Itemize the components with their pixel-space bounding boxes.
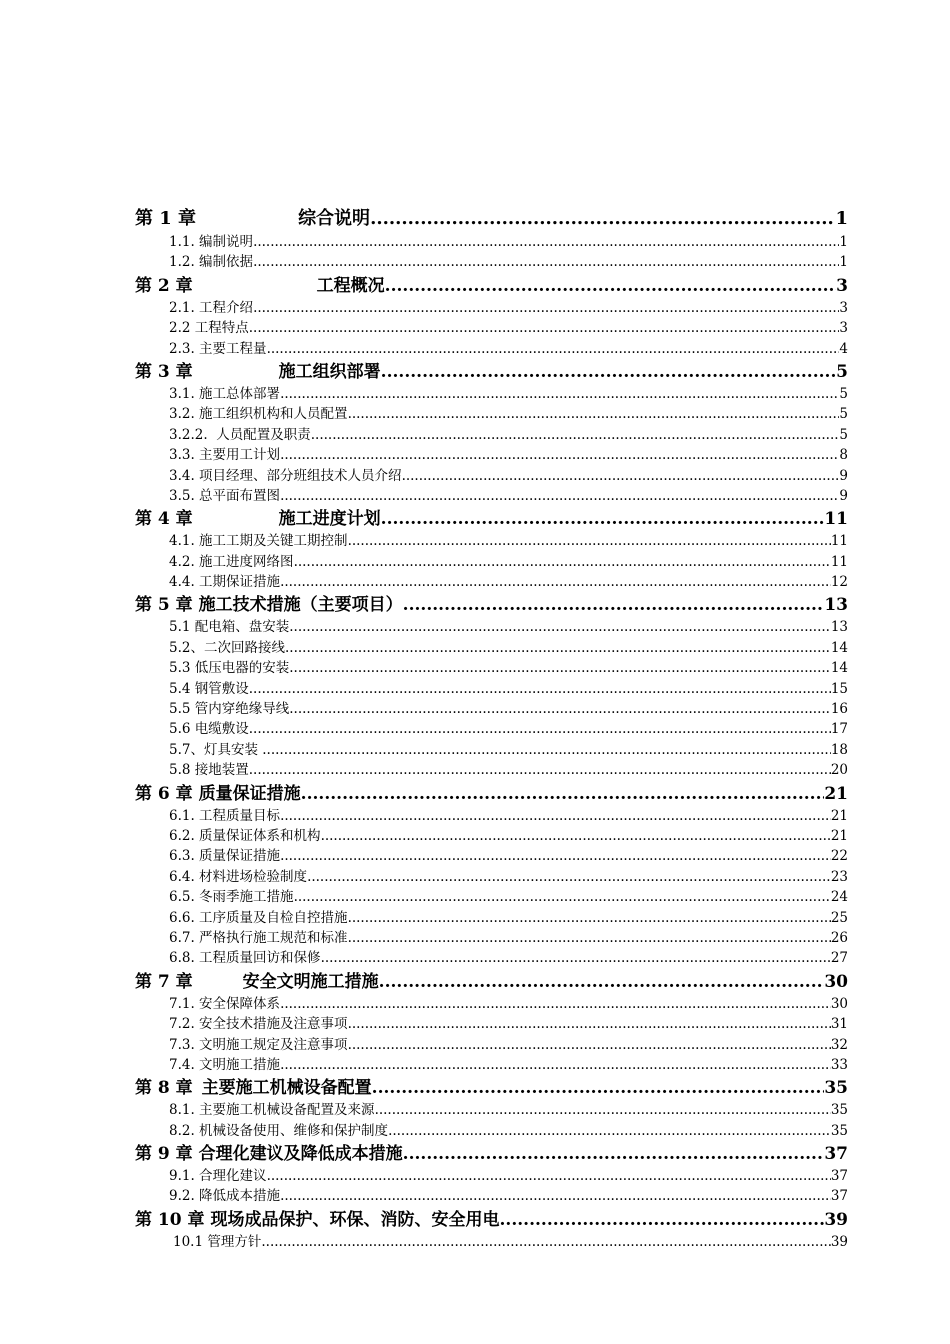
section-title: 2.3. 主要工程量 xyxy=(169,340,267,357)
section-title: 6.1. 工程质量目标 xyxy=(169,807,281,824)
dot-leader xyxy=(321,828,831,844)
chapter-title: 主要施工机械设备配置 xyxy=(201,1078,372,1099)
toc-section-entry[interactable] xyxy=(135,636,848,656)
dot-leader xyxy=(261,1234,830,1250)
toc-section-entry[interactable] xyxy=(135,337,848,357)
page-number: 22 xyxy=(830,848,848,865)
page-number: 37 xyxy=(830,1188,848,1205)
page-number: 13 xyxy=(824,595,848,616)
toc-section-entry[interactable] xyxy=(135,402,848,422)
toc-section-entry[interactable] xyxy=(135,1119,848,1139)
section-title: 3.3. 主要用工计划 xyxy=(169,447,281,464)
toc-chapter-entry[interactable] xyxy=(135,1205,848,1230)
toc-section-entry[interactable] xyxy=(135,1053,848,1073)
dot-leader xyxy=(280,808,831,824)
section-title: 4.2. 施工进度网络图 xyxy=(169,553,294,570)
dot-leader xyxy=(249,320,840,336)
page-number: 21 xyxy=(824,783,848,804)
chapter-number: 第 1 章 xyxy=(135,208,197,229)
dot-leader xyxy=(280,386,839,402)
section-title: 2.2 工程特点 xyxy=(169,320,249,337)
page-number: 37 xyxy=(830,1168,848,1185)
page-number: 1 xyxy=(839,234,848,250)
dot-leader xyxy=(249,762,831,778)
section-title: 4.1. 施工工期及关键工期控制 xyxy=(169,533,348,550)
dot-leader xyxy=(267,341,840,357)
page-number: 3 xyxy=(836,275,848,296)
dot-leader xyxy=(381,509,825,529)
page-number: 5 xyxy=(839,406,848,423)
section-title: 8.1. 主要施工机械设备配置及来源 xyxy=(169,1102,375,1119)
toc-section-entry[interactable] xyxy=(135,697,848,717)
chapter-number: 第 2 章 xyxy=(135,275,193,296)
toc-section-entry[interactable] xyxy=(135,484,848,504)
section-title: 1.1. 编制说明 xyxy=(169,234,254,250)
dot-leader xyxy=(403,1144,825,1164)
page-number: 35 xyxy=(830,1102,848,1119)
section-title: 9.2. 降低成本措施 xyxy=(169,1188,281,1205)
page-number: 11 xyxy=(830,533,848,550)
dot-leader xyxy=(348,406,840,422)
chapter-number: 第 10 章 xyxy=(135,1209,205,1230)
page-number: 30 xyxy=(824,971,848,992)
page-number: 11 xyxy=(824,509,848,530)
toc-section-entry[interactable] xyxy=(135,906,848,926)
section-title: 9.1. 合理化建议 xyxy=(169,1168,267,1185)
page-number: 39 xyxy=(830,1233,848,1250)
section-title: 6.2. 质量保证体系和机构 xyxy=(169,827,321,844)
toc-section-entry[interactable] xyxy=(135,1098,848,1118)
dot-leader xyxy=(253,300,839,316)
chapter-title: 综合说明 xyxy=(298,208,371,229)
section-title: 8.2. 机械设备使用、维修和保护制度 xyxy=(169,1122,389,1139)
dot-leader xyxy=(289,660,831,676)
dot-leader xyxy=(385,276,836,296)
chapter-number: 第 5 章 xyxy=(135,595,193,616)
toc-section-entry[interactable] xyxy=(135,738,848,758)
section-title: 2.1. 工程介绍 xyxy=(169,299,254,316)
toc-section-entry[interactable] xyxy=(135,824,848,844)
section-title: 3.2.2. 人员配置及职责 xyxy=(169,426,311,443)
page-number: 33 xyxy=(830,1056,848,1073)
chapter-number: 第 7 章 xyxy=(135,971,193,992)
section-title: 6.5. 冬雨季施工措施 xyxy=(169,889,294,906)
dot-leader xyxy=(307,869,831,885)
chapter-title: 工程概况 xyxy=(316,275,385,296)
page-number: 21 xyxy=(830,807,848,824)
toc-section-entry[interactable] xyxy=(135,656,848,676)
page-number: 12 xyxy=(830,574,848,591)
dot-leader xyxy=(500,1210,825,1230)
page-number: 1 xyxy=(835,208,848,229)
page-number: 11 xyxy=(830,553,848,570)
section-title: 5.1 配电箱、盘安装 xyxy=(169,619,290,636)
chapter-number: 第 6 章 xyxy=(135,783,193,804)
section-title: 7.1. 安全保障体系 xyxy=(169,995,281,1012)
section-title: 7.2. 安全技术措施及注意事项 xyxy=(169,1016,348,1033)
page-number: 3 xyxy=(839,320,848,337)
dot-leader xyxy=(321,950,831,966)
dot-leader xyxy=(294,889,831,905)
dot-leader xyxy=(403,595,825,615)
toc-section-entry[interactable] xyxy=(135,1184,848,1204)
toc-section-entry[interactable] xyxy=(135,1230,848,1250)
toc-chapter-entry[interactable] xyxy=(135,967,848,992)
page-number: 35 xyxy=(830,1122,848,1139)
page-number: 30 xyxy=(830,995,848,1012)
page-number: 31 xyxy=(830,1016,848,1033)
toc-section-entry[interactable] xyxy=(135,550,848,570)
dot-leader xyxy=(348,1037,831,1053)
page-number: 18 xyxy=(830,741,848,758)
section-title: 4.4. 工期保证措施 xyxy=(169,574,281,591)
section-title: 5.4 钢管敷设 xyxy=(169,680,249,697)
toc-chapter-entry[interactable] xyxy=(135,1073,848,1098)
dot-leader xyxy=(375,1102,831,1118)
toc-section-entry[interactable] xyxy=(135,885,848,905)
dot-leader xyxy=(311,427,840,443)
dot-leader xyxy=(301,784,825,804)
toc-section-entry[interactable] xyxy=(135,758,848,778)
toc-chapter-entry[interactable] xyxy=(135,504,848,529)
chapter-number: 第 4 章 xyxy=(135,509,193,530)
dot-leader xyxy=(280,488,839,504)
toc-section-entry[interactable] xyxy=(135,443,848,463)
toc-section-entry[interactable] xyxy=(135,1164,848,1184)
page-number: 25 xyxy=(830,909,848,926)
section-title: 6.8. 工程质量回访和保修 xyxy=(169,950,321,967)
chapter-number: 第 3 章 xyxy=(135,361,193,382)
toc-chapter-entry[interactable] xyxy=(135,779,848,804)
dot-leader xyxy=(280,996,831,1012)
toc-section-entry[interactable] xyxy=(135,1012,848,1032)
dot-leader xyxy=(348,930,831,946)
page-number: 1 xyxy=(839,254,848,271)
table-of-contents xyxy=(135,204,848,1250)
section-title: 6.3. 质量保证措施 xyxy=(169,848,281,865)
page-number: 14 xyxy=(830,639,848,656)
dot-leader xyxy=(402,468,840,484)
section-title: 5.8 接地装置 xyxy=(169,762,249,779)
section-title: 7.4. 文明施工措施 xyxy=(169,1056,281,1073)
page-number: 23 xyxy=(830,868,848,885)
page-number: 37 xyxy=(824,1144,848,1165)
dot-leader xyxy=(348,910,831,926)
page-number: 26 xyxy=(830,929,848,946)
section-title: 3.4. 项目经理、部分班组技术人员介绍 xyxy=(169,467,402,484)
page-number: 5 xyxy=(839,385,848,402)
page-number: 5 xyxy=(836,361,848,382)
toc-chapter-entry[interactable] xyxy=(135,271,848,296)
toc-section-entry[interactable] xyxy=(135,865,848,885)
toc-section-entry[interactable] xyxy=(135,615,848,635)
dot-leader xyxy=(372,1078,825,1098)
section-title: 10.1 管理方针 xyxy=(173,1233,262,1250)
section-title: 7.3. 文明施工规定及注意事项 xyxy=(169,1036,348,1053)
dot-leader xyxy=(262,742,831,758)
page-number: 17 xyxy=(830,721,848,738)
chapter-title: 质量保证措施 xyxy=(198,783,301,804)
section-title: 1.2. 编制依据 xyxy=(169,254,254,271)
dot-leader xyxy=(289,619,831,635)
dot-leader xyxy=(280,1188,831,1204)
dot-leader xyxy=(280,848,831,864)
toc-section-entry[interactable] xyxy=(135,717,848,737)
dot-leader xyxy=(267,1168,831,1184)
section-title: 3.5. 总平面布置图 xyxy=(169,487,281,504)
section-title: 5.3 低压电器的安装 xyxy=(169,660,290,677)
dot-leader xyxy=(388,1123,831,1139)
page-number: 13 xyxy=(830,619,848,636)
toc-section-entry[interactable] xyxy=(135,230,848,250)
page-number: 16 xyxy=(830,701,848,718)
toc-section-entry[interactable] xyxy=(135,250,848,270)
toc-section-entry[interactable] xyxy=(135,382,848,402)
section-title: 6.7. 严格执行施工规范和标准 xyxy=(169,929,348,946)
dot-leader xyxy=(280,447,839,463)
chapter-title: 施工进度计划 xyxy=(278,509,381,530)
dot-leader xyxy=(253,254,839,270)
page-number: 9 xyxy=(839,487,848,504)
dot-leader xyxy=(280,574,831,590)
toc-chapter-entry[interactable] xyxy=(135,590,848,615)
section-title: 3.2. 施工组织机构和人员配置 xyxy=(169,406,348,423)
dot-leader xyxy=(381,362,836,382)
dot-leader xyxy=(348,1016,831,1032)
toc-chapter-entry[interactable] xyxy=(135,1139,848,1164)
chapter-title: 施工组织部署 xyxy=(278,361,381,382)
page-number: 21 xyxy=(830,827,848,844)
toc-section-entry[interactable] xyxy=(135,946,848,966)
page-number: 35 xyxy=(824,1078,848,1099)
toc-section-entry[interactable] xyxy=(135,844,848,864)
chapter-title: 现场成品保护、环保、消防、安全用电 xyxy=(210,1209,500,1230)
page-number: 8 xyxy=(839,447,848,464)
dot-leader xyxy=(249,721,831,737)
toc-chapter-entry[interactable] xyxy=(135,204,848,230)
chapter-number: 第 8 章 xyxy=(135,1078,193,1099)
dot-leader xyxy=(289,701,831,717)
toc-section-entry[interactable] xyxy=(135,296,848,316)
section-title: 5.5 管内穿绝缘导线 xyxy=(169,701,290,718)
toc-section-entry[interactable] xyxy=(135,570,848,590)
page-number: 27 xyxy=(830,950,848,967)
dot-leader xyxy=(253,234,839,250)
page-number: 5 xyxy=(839,426,848,443)
dot-leader xyxy=(370,208,835,229)
chapter-number: 第 9 章 xyxy=(135,1144,193,1165)
dot-leader xyxy=(249,681,831,697)
page-number: 24 xyxy=(830,889,848,906)
toc-section-entry[interactable] xyxy=(135,926,848,946)
toc-section-entry[interactable] xyxy=(135,529,848,549)
toc-chapter-entry[interactable] xyxy=(135,357,848,382)
section-title: 3.1. 施工总体部署 xyxy=(169,385,281,402)
toc-section-entry[interactable] xyxy=(135,677,848,697)
dot-leader xyxy=(280,1057,831,1073)
toc-section-entry[interactable] xyxy=(135,316,848,336)
toc-section-entry[interactable] xyxy=(135,464,848,484)
dot-leader xyxy=(348,533,831,549)
toc-section-entry[interactable] xyxy=(135,1033,848,1053)
page-number: 15 xyxy=(830,680,848,697)
toc-section-entry[interactable] xyxy=(135,423,848,443)
chapter-title: 安全文明施工措施 xyxy=(242,971,379,992)
section-title: 6.4. 材料进场检验制度 xyxy=(169,868,308,885)
dot-leader xyxy=(285,640,831,656)
page-number: 4 xyxy=(839,340,848,357)
page-number: 20 xyxy=(830,762,848,779)
dot-leader xyxy=(294,554,831,570)
page-number: 3 xyxy=(839,299,848,316)
toc-section-entry[interactable] xyxy=(135,804,848,824)
page-number: 39 xyxy=(824,1209,848,1230)
chapter-title: 合理化建议及降低成本措施 xyxy=(198,1144,403,1165)
toc-section-entry[interactable] xyxy=(135,992,848,1012)
page-number: 14 xyxy=(830,660,848,677)
section-title: 5.6 电缆敷设 xyxy=(169,721,249,738)
chapter-title: 施工技术措施（主要项目） xyxy=(198,595,403,616)
dot-leader xyxy=(379,972,825,992)
section-title: 5.7、灯具安装 xyxy=(169,741,263,758)
section-title: 5.2、二次回路接线 xyxy=(169,639,285,656)
section-title: 6.6. 工序质量及自检自控措施 xyxy=(169,909,348,926)
page-number: 32 xyxy=(830,1036,848,1053)
page-number: 9 xyxy=(839,467,848,484)
